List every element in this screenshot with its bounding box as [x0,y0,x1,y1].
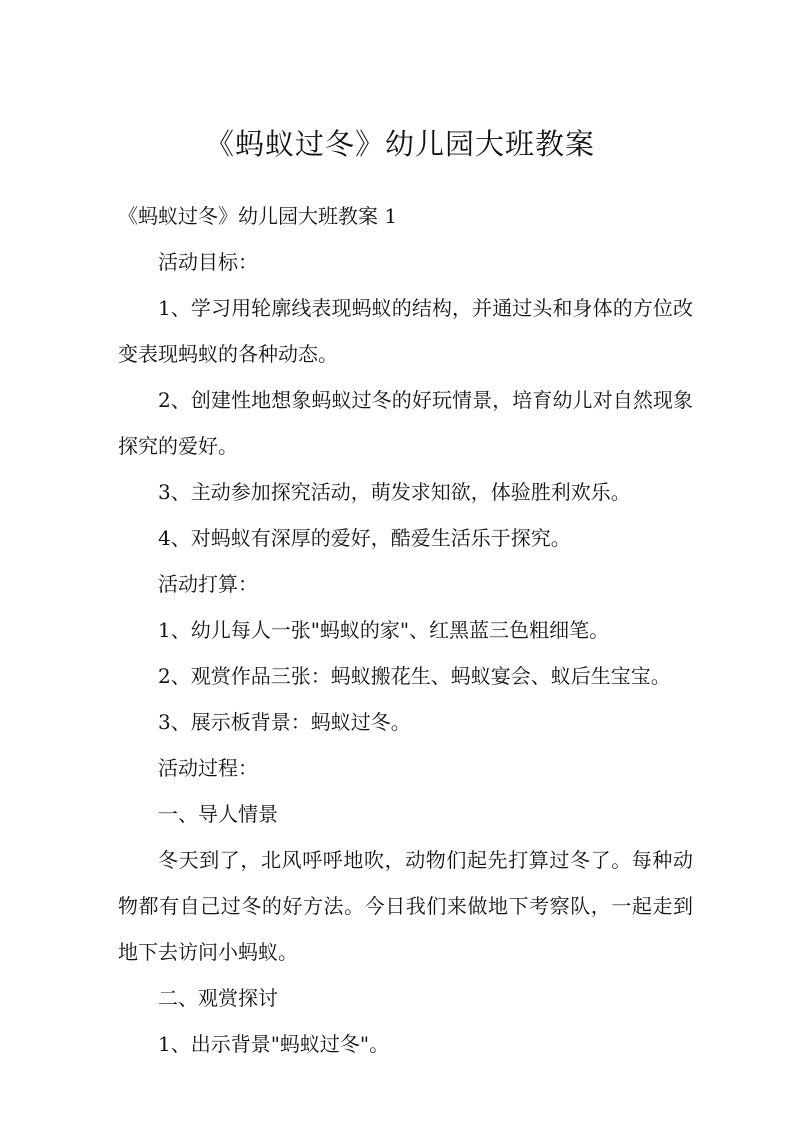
section-subtitle: 《蚂蚁过冬》幼儿园大班教案 1 [118,204,398,228]
document-body [118,193,693,1067]
paragraph: 4、对蚂蚁有深厚的爱好，酷爱生活乐于探究。 [158,526,571,550]
document-title: 《蚂蚁过冬》幼儿园大班教案 [204,127,595,161]
paragraph: 3、展示板背景：蚂蚁过冬。 [158,710,411,734]
paragraph: 1、学习用轮廓线表现蚂蚁的结构，并通过头和身体的方位改变表现蚂蚁的各种动态。 [118,296,693,366]
paragraph: 冬天到了，北风呼呼地吹，动物们起先打算过冬了。每种动物都有自己过冬的好方法。今日我们来做地下考察队，一起走到地下去访问小蚂蚁。 [118,848,693,964]
paragraph: 2、观赏作品三张：蚂蚁搬花生、蚂蚁宴会、蚁后生宝宝。 [158,664,671,688]
paragraph: 1、出示背景"蚂蚁过冬"。 [158,1032,390,1056]
paragraph: 1、幼儿每人一张"蚂蚁的家"、红黑蓝三色粗细笔。 [158,618,610,642]
paragraph: 一、导人情景 [158,802,278,826]
paragraph: 活动打算： [158,572,258,596]
paragraph: 3、主动参加探究活动，萌发求知欲，体验胜利欢乐。 [158,480,631,504]
paragraph: 二、观赏探讨 [158,986,278,1010]
paragraph: 活动过程： [158,756,258,780]
paragraph: 活动目标： [158,250,258,274]
paragraph: 2、创建性地想象蚂蚁过冬的好玩情景，培育幼儿对自然现象探究的爱好。 [118,388,693,458]
